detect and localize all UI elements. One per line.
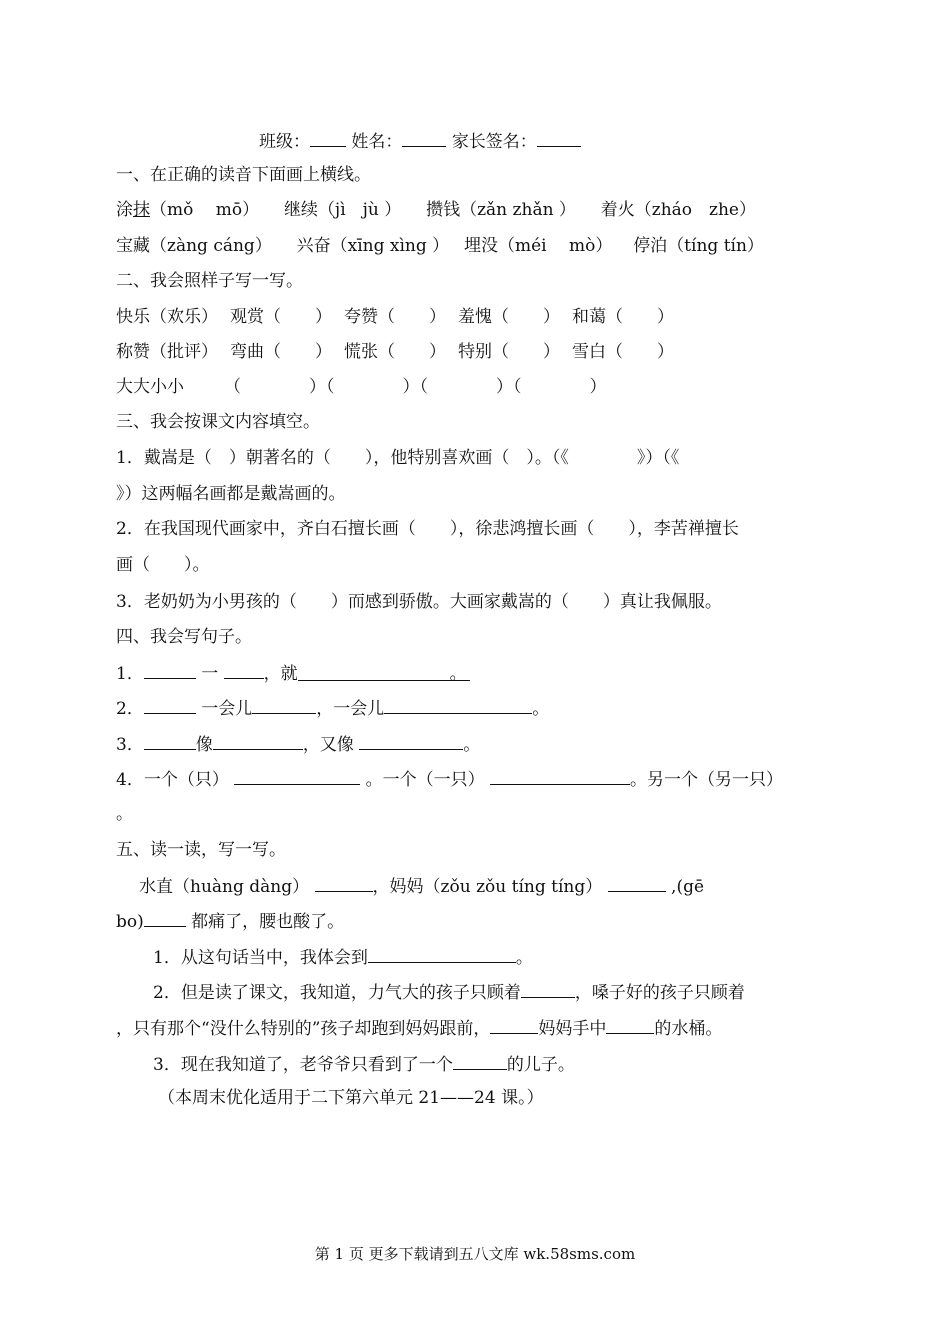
section5-q3 bbox=[153, 1051, 575, 1077]
section3-q1-line2: 》）这两幅名画都是戴嵩画的。 bbox=[116, 484, 346, 504]
answer-blank[interactable] bbox=[213, 731, 303, 750]
section5-q1 bbox=[153, 944, 533, 970]
antonym-item: 慌张（ ） bbox=[344, 342, 446, 362]
synonym-item: 和蔼（ ） bbox=[572, 307, 674, 327]
section2-row3 bbox=[116, 375, 607, 399]
name-label: 姓名： bbox=[351, 132, 403, 152]
sentence-word: 。另一个（另一只） bbox=[630, 770, 784, 790]
synonym-item: 夸赞（ ） bbox=[344, 307, 446, 327]
question-text: 1．从这句话当中，我体会到 bbox=[153, 948, 368, 968]
sentence-word: ，就 bbox=[263, 664, 298, 684]
word-tumo: 涂抹（mǒ mō） bbox=[116, 200, 260, 220]
section1-row1 bbox=[116, 198, 756, 222]
pattern-blanks: （ ）（ ）（ ）（ ） bbox=[224, 377, 607, 397]
section3-title: 三、我会按课文内容填空。 bbox=[116, 412, 320, 432]
section3-q1-line1: 1．戴嵩是（ ）朝著名的（ ），他特别喜欢画（ ）。（《 》）（《 bbox=[116, 448, 680, 468]
word-zanqian: 攒钱（zǎn zhǎn ） bbox=[426, 200, 576, 220]
parent-sign-field[interactable] bbox=[537, 128, 581, 147]
antonym-item: 弯曲（ ） bbox=[230, 342, 332, 362]
word-baozang: 宝藏（zàng cáng） bbox=[116, 236, 272, 256]
sentence-word: ，又像 bbox=[302, 735, 354, 755]
sentence-1 bbox=[116, 660, 470, 686]
sentence-3 bbox=[116, 731, 480, 757]
section1-row2 bbox=[116, 234, 764, 258]
answer-blank[interactable] bbox=[298, 662, 470, 684]
antonym-item: 特别（ ） bbox=[458, 342, 560, 362]
section3-q3: 3．老奶奶为小男孩的（ ）而感到骄傲。大画家戴嵩的（ ）真让我佩服。 bbox=[116, 592, 722, 612]
class-label: 班级： bbox=[259, 132, 310, 152]
section5-q2-line1 bbox=[153, 979, 745, 1005]
question-text: 的水桶。 bbox=[654, 1019, 723, 1039]
section2-title: 二、我会照样子写一写。 bbox=[116, 271, 303, 291]
question-text: 妈妈手中 bbox=[538, 1019, 607, 1039]
answer-blank[interactable] bbox=[521, 979, 575, 998]
question-text: 的儿子。 bbox=[506, 1055, 575, 1075]
item-number: 4． bbox=[116, 770, 144, 790]
passage-text: 都痛了，腰也酸了。 bbox=[191, 912, 345, 932]
answer-blank[interactable] bbox=[606, 1015, 654, 1034]
sentence-word: 一会儿 bbox=[201, 699, 253, 719]
sentence-2 bbox=[116, 695, 549, 721]
sentence-end: 。 bbox=[532, 699, 550, 719]
sentence-4-end: 。 bbox=[116, 804, 133, 824]
word-tingbo: 停泊（tíng tín） bbox=[633, 236, 764, 256]
example-word: 称赞（批评） bbox=[116, 342, 218, 362]
usage-note: （本周末优化适用于二下第六单元 21——24 课。） bbox=[158, 1088, 544, 1108]
antonym-item: 雪白（ ） bbox=[572, 342, 674, 362]
section5-passage-line2 bbox=[116, 908, 344, 934]
answer-blank[interactable] bbox=[144, 731, 196, 750]
question-text: ，只有那个“没什么特别的”孩子却跑到妈妈跟前， bbox=[116, 1019, 491, 1039]
section5-q2-line2 bbox=[116, 1015, 722, 1041]
section3-q2-line1: 2．在我国现代画家中，齐白石擅长画（ ），徐悲鸿擅长画（ ），李苦禅擅长 bbox=[116, 519, 739, 539]
section5-title: 五、读一读，写一写。 bbox=[116, 840, 286, 860]
sentence-end: 。 bbox=[449, 664, 467, 684]
class-field[interactable] bbox=[310, 128, 346, 147]
answer-blank[interactable] bbox=[144, 908, 186, 927]
section3-q2-line2: 画（ ）。 bbox=[116, 555, 210, 575]
sentence-end: 。 bbox=[463, 735, 481, 755]
word-zhaohuo: 着火（zháo zhe） bbox=[600, 200, 756, 220]
sentence-word: 一 bbox=[201, 664, 219, 684]
section1-title: 一、在正确的读音下面画上横线。 bbox=[116, 165, 371, 185]
answer-blank[interactable] bbox=[144, 660, 196, 679]
passage-text: ,(gē bbox=[671, 877, 705, 897]
example-word: 大大小小 bbox=[116, 377, 184, 397]
answer-blank[interactable] bbox=[384, 695, 532, 714]
sentence-word: ，一会儿 bbox=[316, 699, 385, 719]
answer-blank[interactable] bbox=[608, 873, 666, 892]
answer-blank[interactable] bbox=[490, 1015, 538, 1034]
header-row bbox=[259, 128, 581, 154]
question-text: 。 bbox=[515, 948, 533, 968]
sentence-word: 一个（只） bbox=[143, 770, 229, 790]
sentence-4 bbox=[116, 766, 783, 792]
word-maimo: 埋没（méi mò） bbox=[463, 236, 613, 256]
synonym-item: 羞愧（ ） bbox=[458, 307, 560, 327]
section5-passage-line1 bbox=[139, 873, 704, 899]
passage-text: bo) bbox=[116, 912, 144, 932]
section2-row1 bbox=[116, 305, 674, 329]
answer-blank[interactable] bbox=[490, 766, 630, 785]
sentence-word: 像 bbox=[195, 735, 213, 755]
answer-blank[interactable] bbox=[224, 660, 264, 679]
question-text: 2．但是读了课文，我知道，力气大的孩子只顾着 bbox=[153, 983, 521, 1003]
example-word: 快乐（欢乐） bbox=[116, 307, 218, 327]
passage-text: ，妈妈（zǒu zǒu tíng tíng） bbox=[372, 877, 603, 897]
passage-text: 水直（huàng dàng） bbox=[139, 877, 310, 897]
answer-blank[interactable] bbox=[144, 695, 196, 714]
name-field[interactable] bbox=[402, 128, 446, 147]
section4-title: 四、我会写句子。 bbox=[116, 627, 252, 647]
parent-sign-label: 家长签名： bbox=[451, 132, 537, 152]
question-text: 3．现在我知道了，老爷爷只看到了一个 bbox=[153, 1055, 453, 1075]
page-footer: 第 1 页 更多下载请到五八文库 wk.58sms.com bbox=[314, 1245, 636, 1263]
answer-blank[interactable] bbox=[315, 873, 373, 892]
answer-blank[interactable] bbox=[234, 766, 360, 785]
item-number: 2． bbox=[116, 699, 144, 719]
question-text: ，嗓子好的孩子只顾着 bbox=[574, 983, 745, 1003]
synonym-item: 观赏（ ） bbox=[230, 307, 332, 327]
section2-row2 bbox=[116, 340, 674, 364]
item-number: 3． bbox=[116, 735, 144, 755]
answer-blank[interactable] bbox=[453, 1051, 507, 1070]
word-jixu: 继续（jì jù ） bbox=[283, 200, 402, 220]
answer-blank[interactable] bbox=[368, 944, 516, 963]
word-xingfen: 兴奋（xīng xìng ） bbox=[296, 236, 450, 256]
item-number: 1． bbox=[116, 664, 144, 684]
sentence-word: 。一个（一只） bbox=[365, 770, 485, 790]
answer-blank[interactable] bbox=[252, 695, 316, 714]
answer-blank[interactable] bbox=[359, 731, 463, 750]
